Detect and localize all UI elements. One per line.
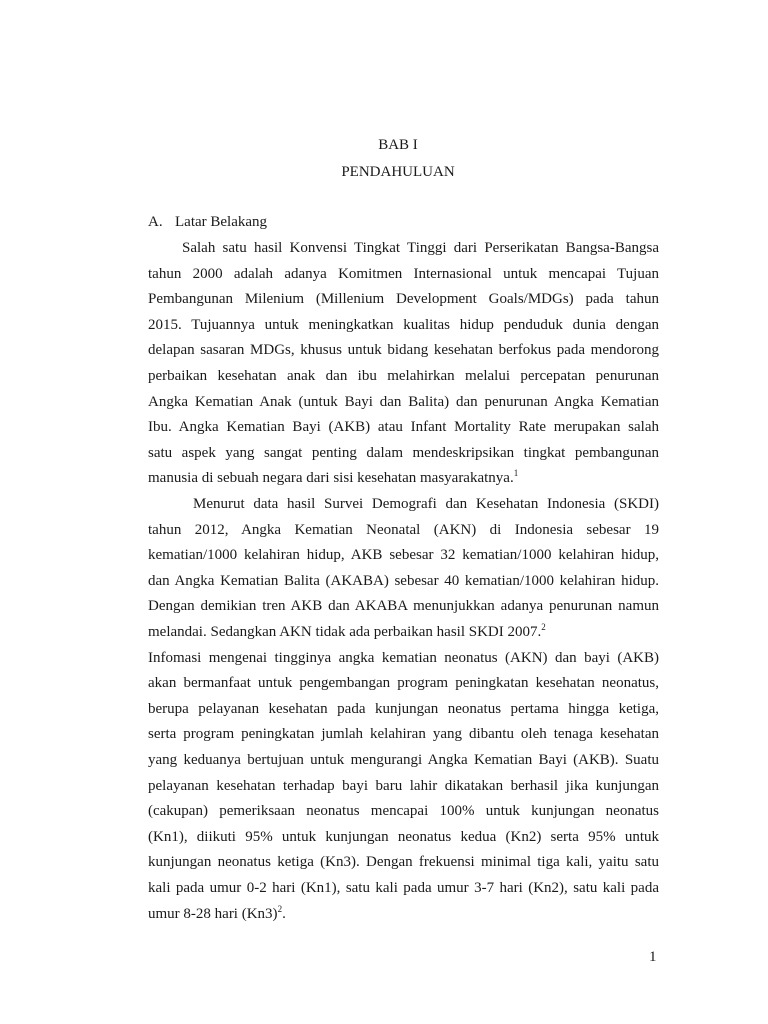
line-text: yang keduanya bertujuan untuk mengurangi Angka Kematian Bayi (AKB). Suatu (148, 752, 659, 768)
line-text: (Kn1), diikuti 95% untuk kunjungan neonatus kedua (Kn2) serta 95% untuk (148, 828, 659, 845)
line-text: kunjungan neonatus ketiga (Kn3). Dengan frekuensi minimal tiga kali, yaitu satu (148, 854, 659, 871)
paragraph-line (148, 597, 659, 615)
paragraph-line (148, 546, 659, 564)
paragraph-line (148, 853, 659, 871)
line-text: Dengan demikian tren AKB dan AKABA menunjukkan adanya penurunan namun (148, 598, 659, 615)
line-text: pelayanan kesehatan terhadap bayi baru lahir dikatakan berhasil jika kunjungan (148, 777, 659, 794)
paragraph-line (182, 239, 659, 257)
line-text: manusia di sebuah negara dari sisi kesehatan masyarakatnya. (148, 470, 514, 487)
line-text: melandai. Sedangkan AKN tidak ada perbaikan hasil SKDI 2007. (148, 624, 542, 640)
line-text: tahun 2012, Angka Kematian Neonatal (AKN) di Indonesia sebesar 19 (148, 521, 659, 538)
footnote-reference: 2 (541, 622, 546, 632)
paragraph-line (148, 469, 659, 487)
section-heading (148, 213, 267, 231)
section-letter: A. (148, 214, 163, 230)
line-text: satu aspek yang sangat penting dalam mendeskripsikan tingkat pembangunan (148, 444, 659, 461)
line-text: Pembangunan Milenium (Millenium Development Goals/MDGs) pada tahun (148, 291, 659, 308)
line-text: delapan sasaran MDGs, khusus untuk bidang kesehatan berfokus pada mendorong (148, 342, 659, 359)
paragraph-line (148, 418, 659, 436)
line-text: perbaikan kesehatan anak dan ibu melahirkan melalui percepatan penurunan (148, 368, 659, 384)
paragraph-line (148, 444, 659, 462)
paragraph-line (148, 777, 659, 795)
paragraph-line (148, 905, 659, 923)
paragraph-line (148, 572, 659, 590)
line-text: Menurut data hasil Survei Demografi dan Kesehatan Indonesia (SKDI) (193, 496, 659, 512)
paragraph-line (148, 751, 659, 769)
line-text: dan Angka Kematian Balita (AKABA) sebesar 40 kematian/1000 kelahiran hidup. (148, 572, 659, 589)
paragraph-line (148, 393, 659, 411)
paragraph-line (148, 341, 659, 359)
footnote-reference: 2 (277, 903, 283, 914)
paragraph-line (193, 495, 659, 513)
paragraph-line (148, 802, 659, 820)
paragraph-line (148, 725, 659, 743)
paragraph-line (148, 700, 659, 718)
footnote-reference: 1 (513, 468, 519, 479)
line-text: akan bermanfaat untuk pengembangan program peningkatan kesehatan neonatus, (148, 675, 659, 692)
paragraph-line (148, 674, 659, 692)
line-text-end: . (282, 905, 286, 922)
line-text: (cakupan) pemeriksaan neonatus mencapai 100% untuk kunjungan neonatus (148, 803, 659, 820)
line-text: umur 8-28 hari (Kn3) (148, 905, 278, 922)
line-text: Ibu. Angka Kematian Bayi (AKB) atau Infant Mortality Rate merupakan salah (148, 419, 659, 436)
chapter-label: BAB I (378, 137, 418, 153)
line-text: serta program peningkatan jumlah kelahiran yang dibantu oleh tenaga kesehatan (148, 726, 659, 743)
paragraph-line (148, 649, 659, 667)
line-text: berupa pelayanan kesehatan pada kunjungan neonatus pertama hingga ketiga, (148, 700, 659, 717)
line-text: kematian/1000 kelahiran hidup, AKB sebesar 32 kematian/1000 kelahiran hidup, (148, 547, 659, 564)
paragraph-line (148, 290, 659, 308)
line-text: Salah satu hasil Konvensi Tingkat Tinggi dari Perserikatan Bangsa-Bangsa (182, 240, 659, 256)
line-text: kali pada umur 0-2 hari (Kn1), satu kali pada umur 3-7 hari (Kn2), satu kali pada (148, 880, 659, 896)
line-text: Angka Kematian Anak (untuk Bayi dan Balita) dan penurunan Angka Kematian (148, 393, 659, 410)
paragraph-line (148, 828, 659, 846)
chapter-title: PENDAHULUAN (341, 164, 455, 180)
page-number: 1 (649, 949, 657, 965)
paragraph-line (148, 367, 659, 385)
line-text: Infomasi mengenai tingginya angka kematian neonatus (AKN) dan bayi (AKB) (148, 649, 659, 666)
paragraph-line (148, 265, 659, 283)
paragraph-line (148, 623, 659, 641)
paragraph-line (148, 879, 659, 897)
paragraph-line (148, 316, 659, 334)
line-text: tahun 2000 adalah adanya Komitmen Internasional untuk mencapai Tujuan (148, 265, 659, 282)
line-text: 2015. Tujuannya untuk meningkatkan kualitas hidup penduduk dunia dengan (148, 316, 659, 333)
paragraph-line (148, 521, 659, 539)
section-title: Latar Belakang (175, 214, 268, 230)
